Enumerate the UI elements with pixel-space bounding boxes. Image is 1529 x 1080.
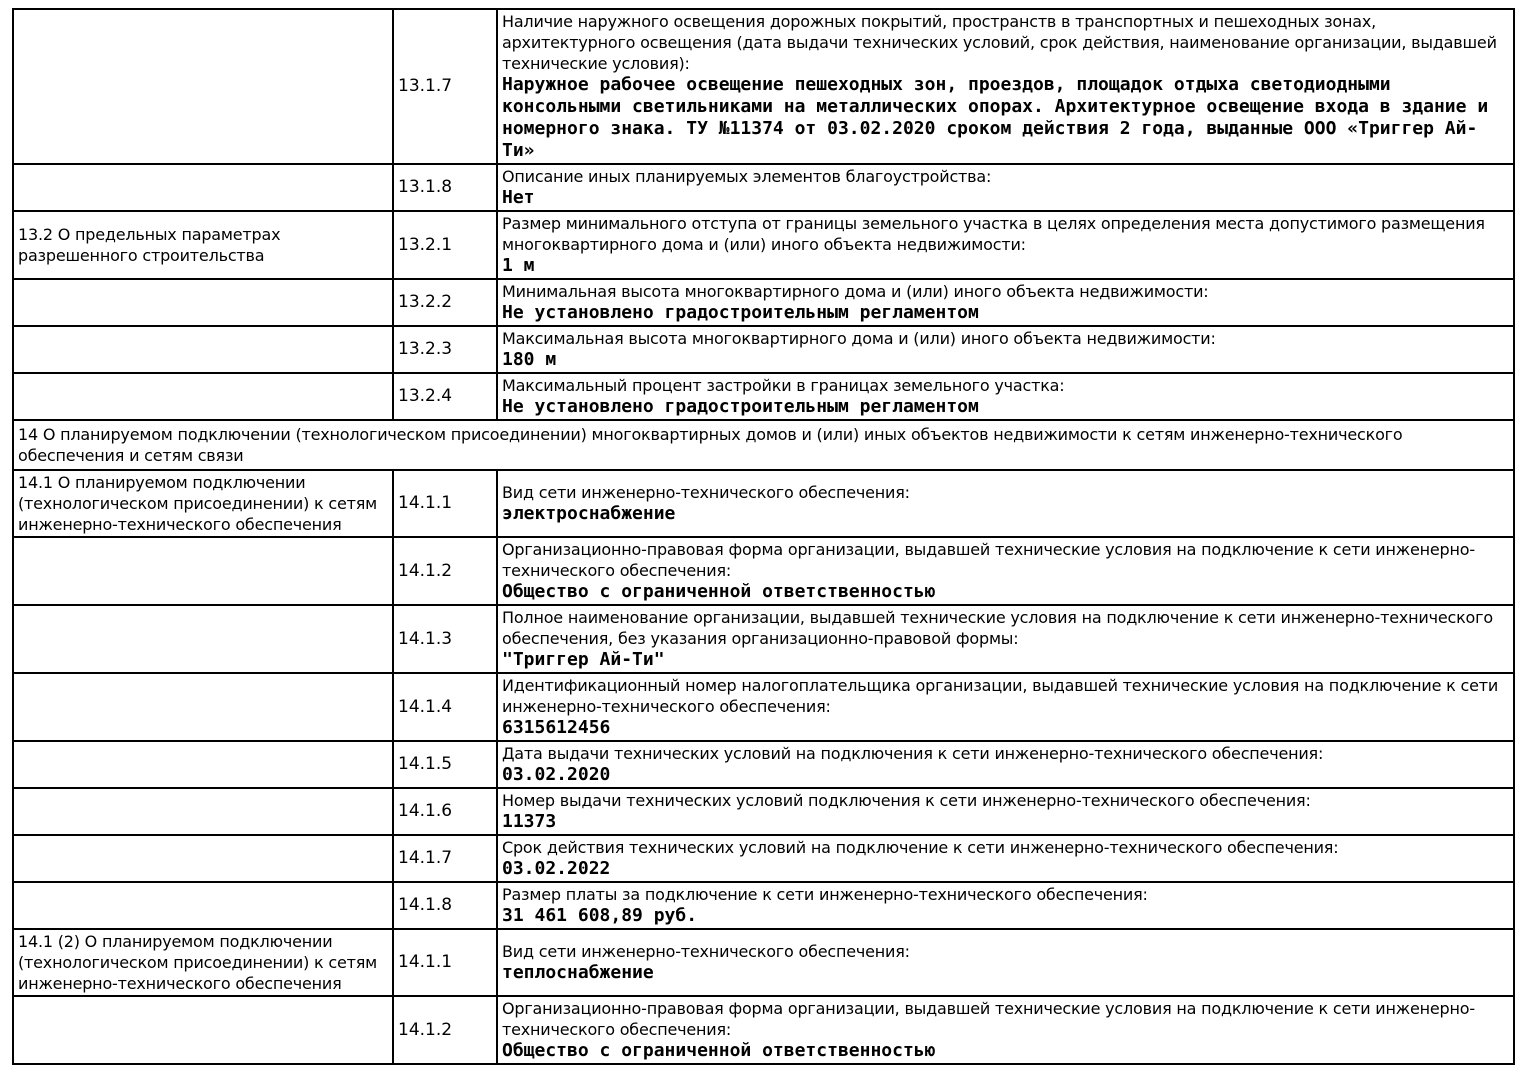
item-number-cell xyxy=(393,373,497,420)
item-value: Не установлено градостроительным регламентом xyxy=(502,302,979,323)
item-label: Идентификационный номер налогоплательщика организации, выдавшей технические условия на подключение к сети инженерно-технического обеспечения: xyxy=(502,676,1503,716)
item-number: 14.1.8 xyxy=(398,895,453,915)
item-number: 14.1.5 xyxy=(398,754,453,774)
group-cell xyxy=(13,211,393,279)
table-row xyxy=(13,279,1514,326)
group-cell xyxy=(13,279,393,326)
section-header-cell xyxy=(13,420,1514,470)
content-cell xyxy=(497,470,1514,537)
group-label: 14.1 (2) О планируемом подключении (технологическом присоединении) к сетям инженерно-технического обеспечения xyxy=(18,932,378,993)
item-number: 14.1.7 xyxy=(398,848,453,868)
item-number-cell xyxy=(393,164,497,211)
item-label: Наличие наружного освещения дорожных покрытий, пространств в транспортных и пешеходных зонах, архитектурного освещения (дата выдачи технических условий, срок действия, наименование организации, выдавшей технические условия): xyxy=(502,12,1502,73)
item-value: 31 461 608,89 руб. xyxy=(502,905,698,926)
group-cell xyxy=(13,537,393,605)
group-cell xyxy=(13,470,393,537)
content-cell xyxy=(497,741,1514,788)
item-number: 14.1.3 xyxy=(398,628,453,649)
content-cell xyxy=(497,929,1514,996)
content-cell xyxy=(497,673,1514,741)
item-number: 14.1.2 xyxy=(398,1019,453,1040)
group-cell xyxy=(13,996,393,1064)
item-value: 180 м xyxy=(502,349,557,370)
content-cell xyxy=(497,788,1514,835)
item-value: 11373 xyxy=(502,811,557,832)
item-number: 14.1.1 xyxy=(398,493,453,513)
item-label: Описание иных планируемых элементов благоустройства: xyxy=(502,167,992,186)
item-number-cell xyxy=(393,326,497,373)
item-number: 14.1.1 xyxy=(398,952,453,972)
document-page xyxy=(12,8,1515,1065)
item-value: теплоснабжение xyxy=(502,962,654,983)
content-cell xyxy=(497,537,1514,605)
item-number: 14.1.4 xyxy=(398,696,453,717)
content-cell xyxy=(497,164,1514,211)
content-cell xyxy=(497,605,1514,673)
content-cell xyxy=(497,373,1514,420)
table-row xyxy=(13,741,1514,788)
item-label: Размер минимального отступа от границы земельного участка в целях определения места допустимого размещения многоквартирного дома и (или) иного объекта недвижимости: xyxy=(502,214,1490,254)
declaration-table xyxy=(12,8,1515,1065)
item-label: Организационно-правовая форма организации, выдавшей технические условия на подключение к сети инженерно-технического обеспечения: xyxy=(502,540,1475,580)
item-number-cell xyxy=(393,211,497,279)
item-value: 6315612456 xyxy=(502,717,611,738)
item-number: 13.2.4 xyxy=(398,386,453,406)
item-number: 13.2.1 xyxy=(398,234,453,255)
table-row xyxy=(13,929,1514,996)
group-cell xyxy=(13,164,393,211)
item-number: 14.1.6 xyxy=(398,801,453,821)
item-number: 13.1.8 xyxy=(398,177,453,197)
item-number-cell xyxy=(393,741,497,788)
item-number: 13.2.2 xyxy=(398,292,453,312)
group-cell xyxy=(13,673,393,741)
content-cell xyxy=(497,996,1514,1064)
item-number-cell xyxy=(393,9,497,164)
item-value: Общество с ограниченной ответственностью xyxy=(502,581,936,602)
item-value: 1 м xyxy=(502,255,535,276)
item-number-cell xyxy=(393,279,497,326)
content-cell xyxy=(497,211,1514,279)
item-label: Вид сети инженерно-технического обеспечения: xyxy=(502,483,910,502)
item-value: Наружное рабочее освещение пешеходных зон, проездов, площадок отдыха светодиодными консольными светильниками на металлических опорах. Архитектурное освещение входа в здание и номерного знака. ТУ №11374 от 03.02.2020 сроком действия 2 года, выданные ООО «Триггер Ай-Ти» xyxy=(502,74,1500,161)
table-row xyxy=(13,673,1514,741)
content-cell xyxy=(497,9,1514,164)
item-label: Организационно-правовая форма организации, выдавшей технические условия на подключение к сети инженерно-технического обеспечения: xyxy=(502,999,1475,1039)
table-row xyxy=(13,373,1514,420)
item-label: Максимальный процент застройки в границах земельного участка: xyxy=(502,376,1065,395)
group-cell xyxy=(13,929,393,996)
table-row xyxy=(13,788,1514,835)
item-label: Минимальная высота многоквартирного дома и (или) иного объекта недвижимости: xyxy=(502,282,1209,301)
item-number-cell xyxy=(393,673,497,741)
item-label: Максимальная высота многоквартирного дома и (или) иного объекта недвижимости: xyxy=(502,329,1216,348)
table-row xyxy=(13,326,1514,373)
item-number: 13.1.7 xyxy=(398,76,453,96)
group-cell xyxy=(13,373,393,420)
item-value: Общество с ограниченной ответственностью xyxy=(502,1040,936,1061)
item-value: электроснабжение xyxy=(502,503,676,524)
group-cell xyxy=(13,882,393,929)
table-row xyxy=(13,537,1514,605)
item-label: Срок действия технических условий на подключение к сети инженерно-технического обеспечения: xyxy=(502,838,1339,857)
declaration-table-body xyxy=(13,9,1514,1064)
item-label: Размер платы за подключение к сети инженерно-технического обеспечения: xyxy=(502,885,1148,904)
item-number-cell xyxy=(393,605,497,673)
table-row xyxy=(13,9,1514,164)
item-label: Полное наименование организации, выдавшей технические условия на подключение к сети инженерно-технического обеспечения, без указания организационно-правовой формы: xyxy=(502,608,1498,648)
item-number-cell xyxy=(393,788,497,835)
content-cell xyxy=(497,279,1514,326)
item-number: 14.1.2 xyxy=(398,560,453,581)
group-cell xyxy=(13,788,393,835)
item-number-cell xyxy=(393,835,497,882)
item-number-cell xyxy=(393,470,497,537)
table-row xyxy=(13,164,1514,211)
item-value: Нет xyxy=(502,187,535,208)
item-value: Не установлено градостроительным регламентом xyxy=(502,396,979,417)
table-row xyxy=(13,211,1514,279)
item-value: 03.02.2020 xyxy=(502,764,611,785)
section-header-text: 14 О планируемом подключении (технологическом присоединении) многоквартирных домов и (или) иных объектов недвижимости к сетям инженерно-технического обеспечения и сетям связи xyxy=(18,425,1403,465)
group-cell xyxy=(13,741,393,788)
group-cell xyxy=(13,835,393,882)
table-row xyxy=(13,605,1514,673)
item-number-cell xyxy=(393,882,497,929)
content-cell xyxy=(497,882,1514,929)
content-cell xyxy=(497,326,1514,373)
group-label: 14.1 О планируемом подключении (технологическом присоединении) к сетям инженерно-технического обеспечения xyxy=(18,473,378,534)
item-value: 03.02.2022 xyxy=(502,858,611,879)
table-row xyxy=(13,470,1514,537)
item-label: Дата выдачи технических условий на подключения к сети инженерно-технического обеспечения: xyxy=(502,744,1324,763)
item-label: Вид сети инженерно-технического обеспечения: xyxy=(502,942,910,961)
item-label: Номер выдачи технических условий подключения к сети инженерно-технического обеспечения: xyxy=(502,791,1311,810)
table-row xyxy=(13,835,1514,882)
item-number: 13.2.3 xyxy=(398,339,453,359)
item-number-cell xyxy=(393,996,497,1064)
item-number-cell xyxy=(393,929,497,996)
section-header-row xyxy=(13,420,1514,470)
content-cell xyxy=(497,835,1514,882)
table-row xyxy=(13,996,1514,1064)
item-value: "Триггер Ай-Ти" xyxy=(502,649,665,670)
group-label: 13.2 О предельных параметрах разрешенного строительства xyxy=(18,225,281,265)
group-cell xyxy=(13,326,393,373)
table-row xyxy=(13,882,1514,929)
group-cell xyxy=(13,605,393,673)
item-number-cell xyxy=(393,537,497,605)
group-cell xyxy=(13,9,393,164)
